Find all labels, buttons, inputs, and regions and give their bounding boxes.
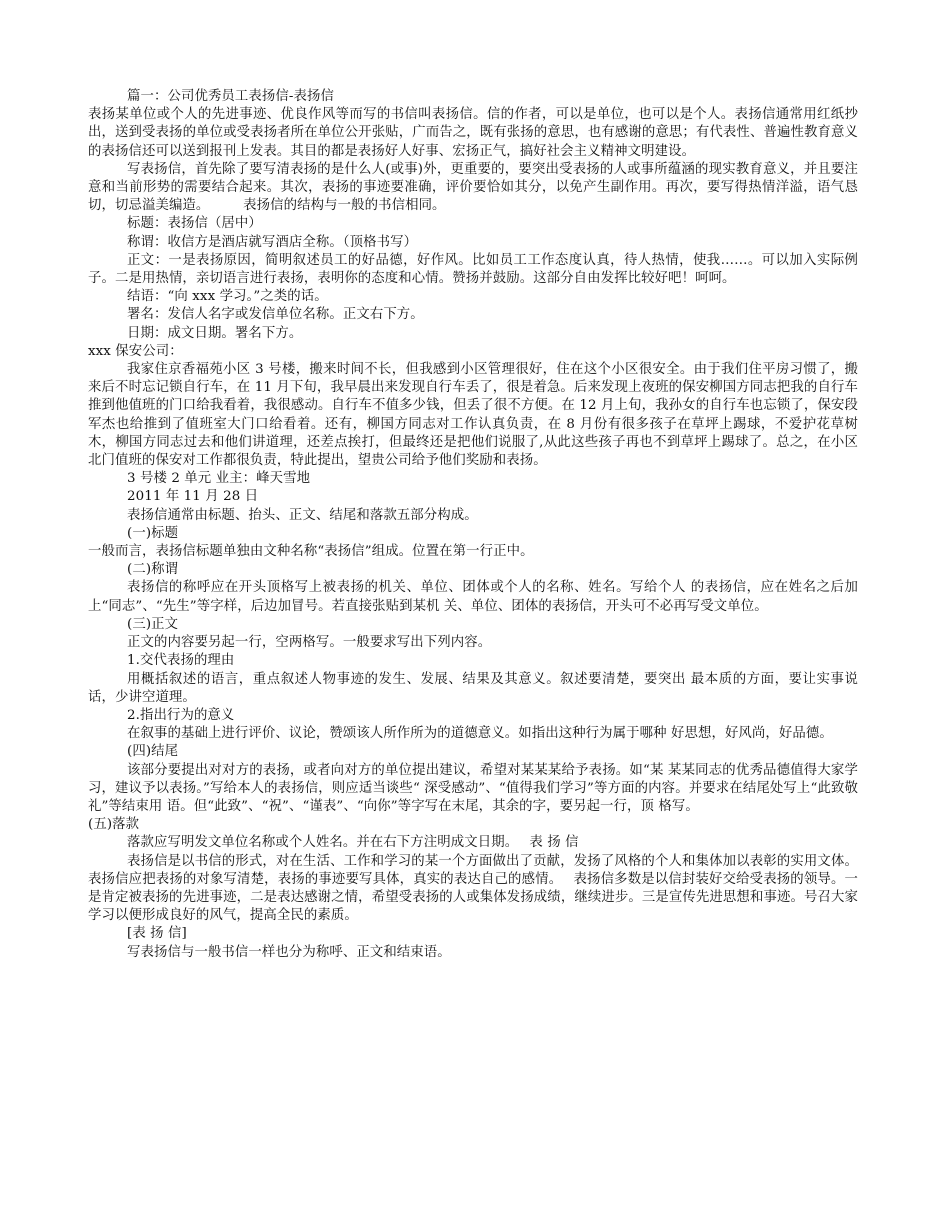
paragraph-19: (三)正文 (127, 616, 179, 632)
paragraph-11: 我家住京香福苑小区 3 号楼，搬来时间不长，但我感到小区管理很好，住在这个小区很安全。由于我们住平房习惯了，搬来后不时忘记锁自行车，在 11 月下旬，我早晨出来发现自行车丢了，很是着急。后来发现上夜班的保安柳国方同志把我的自行车推到他值班的门口给我看着，我很感动。自行车不值多少钱，但丢了很不方便。在 12 月上旬，我孙女的自行车也忘锁了，保安段军杰也给推到了值班室大门口给看着。还有，柳国方同志对工作认真负责，在 8 月份有很多孩子在草坪上踢球，不爱护花草树木，柳国方同志过去和他们讲道理，还差点挨打，但最终还是把他们说服了,从此这些孩子再也不到草坪上踢球了。总之，在小区北门值班的保安对工作都很负责，特此提出，望贵公司给予他们奖励和表扬。 (88, 362, 858, 469)
paragraph-25: (四)结尾 (127, 744, 179, 760)
paragraph-29: 表扬信是以书信的形式，对在生活、工作和学习的某一个方面做出了贡献，发扬了风格的个人和集体加以表彰的实用文体。表扬信应把表扬的对象写清楚，表扬的事迹要写具体，真实的表达自己的感情。 表扬信多数是以信封装好交给受表扬的领导。一是肯定被表扬的先进事迹，二是表达感谢之情，希望受表扬的人或集体发扬成绩，继续进步。三是宣传先进思想和事迹。号召大家学习以便形成良好的风气，提高全民的素质。 (88, 853, 858, 924)
paragraph-13: 2011 年 11 月 28 日 (127, 489, 259, 505)
paragraph-6: 正文：一是表扬原因，简明叙述员工的好品德，好作风。比如员工工作态度认真，待人热情，使我……。可以加入实际例子。二是用热情，亲切语言进行表扬，表明你的态度和心情。赞扬并鼓励。这部分自由发挥比较好吧！呵呵。 (88, 252, 858, 287)
paragraph-12: 3 号楼 2 单元 业主：峰天雪地 (127, 471, 311, 487)
paragraph-2: 表扬某单位或个人的先进事迹、优良作风等而写的书信叫表扬信。信的作者，可以是单位，也可以是个人。表扬信通常用红纸抄出，送到受表扬的单位或受表扬者所在单位公开张贴，广而告之，既有张扬的意思，也有感谢的意思；有代表性、普遍性教育意义的表扬信还可以送到报刊上发表。其目的都是表扬好人好事、宏扬正气，搞好社会主义精神文明建设。 (88, 107, 858, 159)
paragraph-24: 在叙事的基础上进行评价、议论，赞颂该人所作所为的道德意义。如指出这种行为属于哪种 好思想，好风尚，好品德。 (127, 726, 833, 742)
paragraph-20: 正文的内容要另起一行，空两格写。一般要求写出下列内容。 (127, 635, 492, 651)
paragraph-28: 落款应写明发文单位名称或个人姓名。并在右下方注明成文日期。 表 扬 信 (127, 835, 579, 851)
paragraph-7: 结语：“向 xxx 学习。”之类的话。 (127, 289, 328, 305)
paragraph-16: 一般而言，表扬信标题单独由文种名称“表扬信”组成。位置在第一行正中。 (88, 544, 534, 560)
paragraph-3: 写表扬信，首先除了要写清表扬的是什么人(或事)外，更重要的，要突出受表扬的人或事所蕴涵的现实教育意义，并且要注意和当前形势的需要结合起来。其次，表扬的事迹要准确，评价要恰如其分，以免产生副作用。再次，要写得热情洋溢，语气恳切，切忌溢美编造。 表扬信的结构与一般的书信相同。 (88, 161, 858, 214)
paragraph-27: (五)落款 (88, 817, 140, 833)
paragraph-31: 写表扬信与一般书信一样也分为称呼、正文和结束语。 (127, 944, 451, 960)
document-page (88, 88, 858, 962)
paragraph-23: 2.指出行为的意义 (127, 707, 235, 723)
paragraph-26: 该部分要提出对对方的表扬，或者向对方的单位提出建议，希望对某某某给予表扬。如“某 某某同志的优秀品德值得大家学习，建议予以表扬。”写给本人的表扬信，则应适当谈些“ 深受感动”、“值得我们学习”等方面的内容。并要求在结尾处写上“此致敬礼”等结束用 语。但“此致”、“祝”、“谨表”、“向你”等字写在末尾，其余的字，要另起一行，顶 格写。 (88, 762, 858, 814)
paragraph-15: (一)标题 (127, 525, 179, 541)
paragraph-1: 篇一：公司优秀员工表扬信-表扬信 (127, 89, 334, 104)
paragraph-9: 日期：成文日期。署名下方。 (127, 325, 303, 341)
paragraph-8: 署名：发信人名字或发信单位名称。正文右下方。 (127, 307, 424, 323)
paragraph-17: (二)称谓 (127, 562, 179, 578)
paragraph-22: 用概括叙述的语言，重点叙述人物事迹的发生、发展、结果及其意义。叙述要清楚，要突出 最本质的方面，要让实事说话，少讲空道理。 (88, 671, 858, 705)
paragraph-14: 表扬信通常由标题、抬头、正文、结尾和落款五部分构成。 (127, 507, 478, 523)
paragraph-4: 标题：表扬信（居中） (127, 216, 262, 232)
paragraph-30: [表 扬 信] (127, 926, 187, 942)
paragraph-10: xxx 保安公司： (88, 343, 183, 359)
paragraph-18: 表扬信的称呼应在开头顶格写上被表扬的机关、单位、团体或个人的名称、姓名。写给个人 的表扬信，应在姓名之后加上“同志”、“先生”等字样，后边加冒号。若直接张贴到某机 关、单位、团体的表扬信，开头可不必再写受文单位。 (88, 580, 858, 614)
paragraph-5: 称谓：收信方是酒店就写酒店全称。（顶格书写） (127, 234, 418, 250)
paragraph-21: 1.交代表扬的理由 (127, 653, 235, 669)
